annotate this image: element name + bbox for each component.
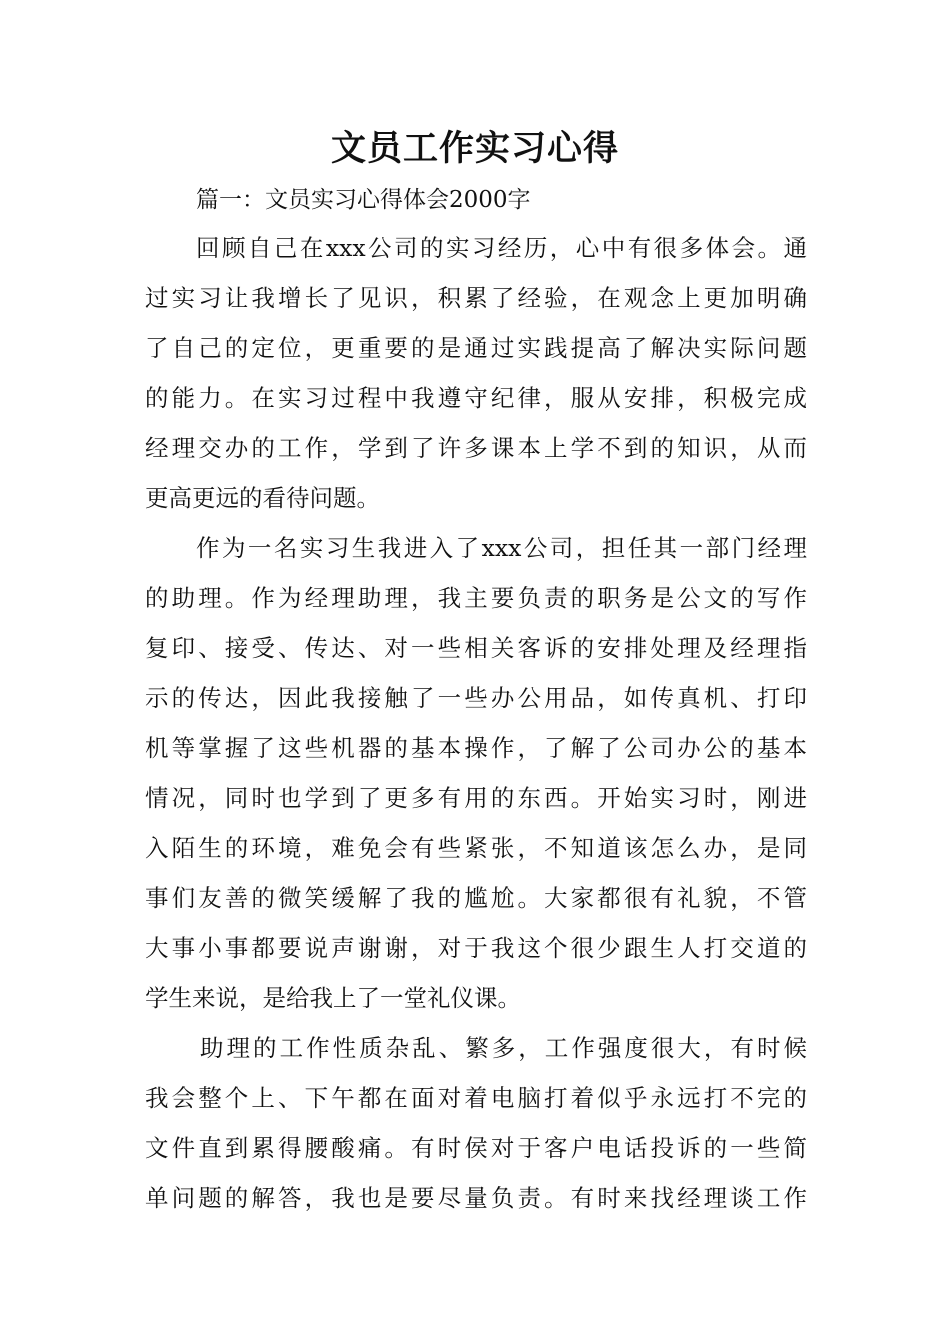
paragraph-3-line-4: 单问题的解答，我也是要尽量负责。有时来找经理谈工作 bbox=[145, 1184, 807, 1212]
paragraph-2-line-2: 的助理。作为经理助理，我主要负责的职务是公文的写作 bbox=[145, 584, 807, 612]
paragraph-3-line-1: 助理的工作性质杂乱、繁多，工作强度很大，有时候 bbox=[200, 1034, 807, 1062]
document-subtitle: 篇一：文员实习心得体会2000字 bbox=[196, 187, 531, 213]
paragraph-1-line-4: 的能力。在实习过程中我遵守纪律，服从安排，积极完成 bbox=[145, 384, 807, 412]
paragraph-1-line-3: 了自己的定位，更重要的是通过实践提高了解决实际问题 bbox=[145, 334, 807, 362]
paragraph-2-line-7: 入陌生的环境，难免会有些紧张，不知道该怎么办，是同 bbox=[145, 834, 807, 862]
paragraph-1-line-6: 更高更远的看待问题。 bbox=[145, 484, 380, 512]
paragraph-2-line-6: 情况，同时也学到了更多有用的东西。开始实习时，刚进 bbox=[145, 784, 807, 812]
paragraph-1-line-1: 回顾自己在xxx公司的实习经历，心中有很多体会。通 bbox=[196, 234, 807, 262]
paragraph-2-line-9: 大事小事都要说声谢谢，对于我这个很少跟生人打交道的 bbox=[145, 934, 807, 962]
paragraph-2-line-1: 作为一名实习生我进入了xxx公司，担任其一部门经理 bbox=[196, 534, 807, 562]
paragraph-3-line-3: 文件直到累得腰酸痛。有时侯对于客户电话投诉的一些简 bbox=[145, 1134, 807, 1162]
document-title: 文员工作实习心得 bbox=[330, 129, 619, 169]
paragraph-2-line-8: 事们友善的微笑缓解了我的尴尬。大家都很有礼貌，不管 bbox=[145, 884, 807, 912]
paragraph-2-line-10: 学生来说，是给我上了一堂礼仪课。 bbox=[145, 984, 521, 1012]
paragraph-1-line-5: 经理交办的工作，学到了许多课本上学不到的知识，从而 bbox=[145, 434, 807, 462]
paragraph-3-line-2: 我会整个上、下午都在面对着电脑打着似乎永远打不完的 bbox=[145, 1084, 807, 1112]
paragraph-2-line-3: 复印、接受、传达、对一些相关客诉的安排处理及经理指 bbox=[145, 634, 807, 662]
paragraph-1-line-2: 过实习让我增长了见识，积累了经验，在观念上更加明确 bbox=[145, 284, 807, 312]
paragraph-2-line-5: 机等掌握了这些机器的基本操作，了解了公司办公的基本 bbox=[145, 734, 807, 762]
paragraph-2-line-4: 示的传达，因此我接触了一些办公用品，如传真机、打印 bbox=[145, 684, 807, 712]
